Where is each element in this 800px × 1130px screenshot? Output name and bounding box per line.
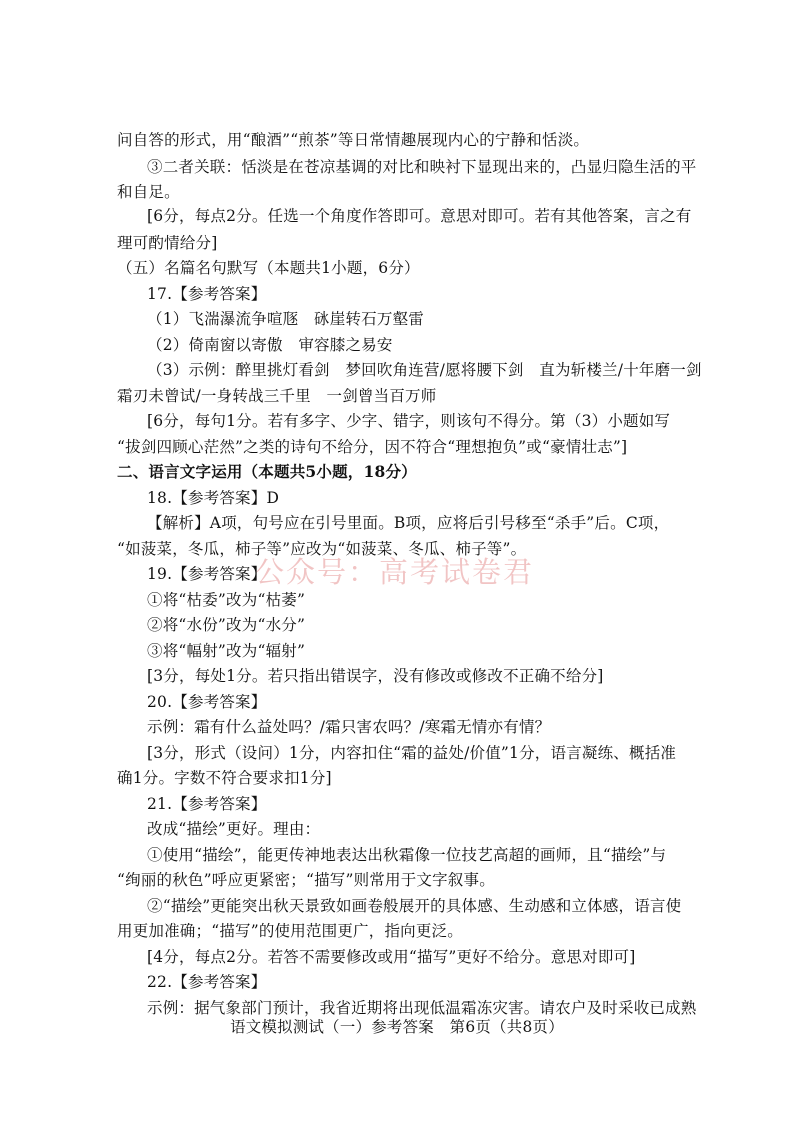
text-line-16: 【解析】A项，句号应在引号里面。B项，应将后引号移至“杀手”后。C项， <box>147 514 670 532</box>
page-footer: 语文模拟测试（一）参考答案 第6页（共8页） <box>230 1018 564 1036</box>
text-line-31: ②“描绘”更能突出秋天景致如画卷般展开的具体感、生动感和立体感，语言使 <box>147 897 682 915</box>
text-line-26: 确1分。字数不符合要求扣1分] <box>117 769 332 787</box>
text-line-30: “绚丽的秋色”呼应更紧密；“描写”则常用于文字叙事。 <box>117 871 495 889</box>
text-line-29: ①使用“描绘”，能更传神地表达出秋霜像一位技艺高超的画师，且“描绘”与 <box>147 846 667 864</box>
question-21-heading: 21.【参考答案】 <box>147 795 267 813</box>
text-line-35: 示例：据气象部门预计，我省近期将出现低温霜冻灾害。请农户及时采收已成熟 <box>147 999 697 1017</box>
text-line-1: 问自答的形式，用“酿酒”“煎茶”等日常情趣展现内心的宁静和恬淡。 <box>117 131 590 149</box>
text-line-11: 霜刃未曾试/一身转战三千里 一剑曾当百万师 <box>117 387 437 405</box>
text-line-22: [3分，每处1分。若只指出错误字，没有修改或修改不正确不给分] <box>147 667 604 685</box>
section-heading-language: 二、语言文字运用（本题共5小题，18分） <box>117 462 417 481</box>
question-20-heading: 20.【参考答案】 <box>147 693 267 711</box>
text-line-24: 示例：霜有什么益处吗？/霜只害农吗？/寒霜无情亦有情？ <box>147 718 551 736</box>
text-line-10: （3）示例：醉里挑灯看剑 梦回吹角连营/愿将腰下剑 直为斩楼兰/十年磨一剑 <box>147 361 702 379</box>
text-line-12: [6分，每句1分。若有多字、少字、错字，则该句不得分。第（3）小题如写 <box>147 412 671 430</box>
text-line-25: [3分，形式（设问）1分，内容扣住“霜的益处/价值”1分，语言凝练、概括准 <box>147 744 677 762</box>
question-18-heading: 18.【参考答案】D <box>147 489 280 507</box>
watermark-text: 公众号：高考试卷君 <box>255 555 535 589</box>
section-heading-mingpian: （五）名篇名句默写（本题共1小题，6分） <box>117 259 420 277</box>
text-line-3: 和自足。 <box>117 183 180 201</box>
question-22-heading: 22.【参考答案】 <box>147 973 267 991</box>
text-line-32: 用更加准确；“描写”的使用范围更广，指向更泛。 <box>117 922 463 940</box>
text-line-19: ①将“枯委”改为“枯萎” <box>147 591 306 609</box>
text-line-33: [4分，每点2分。若答不需要修改或用“描写”更好不给分。意思对即可] <box>147 948 636 966</box>
question-17-heading: 17.【参考答案】 <box>147 285 267 303</box>
text-line-8: （1）飞湍瀑流争喧豗 砯崖转石万壑雷 <box>147 310 424 328</box>
text-line-28: 改成“描绘”更好。理由： <box>147 820 321 838</box>
text-line-17: “如菠菜，冬瓜，柿子等”应改为“如菠菜、冬瓜、柿子等”。 <box>117 540 527 558</box>
text-line-13: “拔剑四顾心茫然”之类的诗句不给分，因不符合“理想抱负”或“豪情壮志”] <box>117 438 628 456</box>
text-line-9: （2）倚南窗以寄傲 审容膝之易安 <box>147 336 393 354</box>
text-line-21: ③将“幅射”改为“辐射” <box>147 642 306 660</box>
text-line-5: 理可酌情给分] <box>117 234 218 252</box>
text-line-20: ②将“水份”改为“水分” <box>147 616 306 634</box>
text-line-4: [6分，每点2分。任选一个角度作答即可。意思对即可。若有其他答案，言之有 <box>147 207 692 225</box>
question-19-heading: 19.【参考答案】 <box>147 565 267 583</box>
text-line-2: ③二者关联：恬淡是在苍凉基调的对比和映衬下显现出来的，凸显归隐生活的平 <box>147 158 697 176</box>
